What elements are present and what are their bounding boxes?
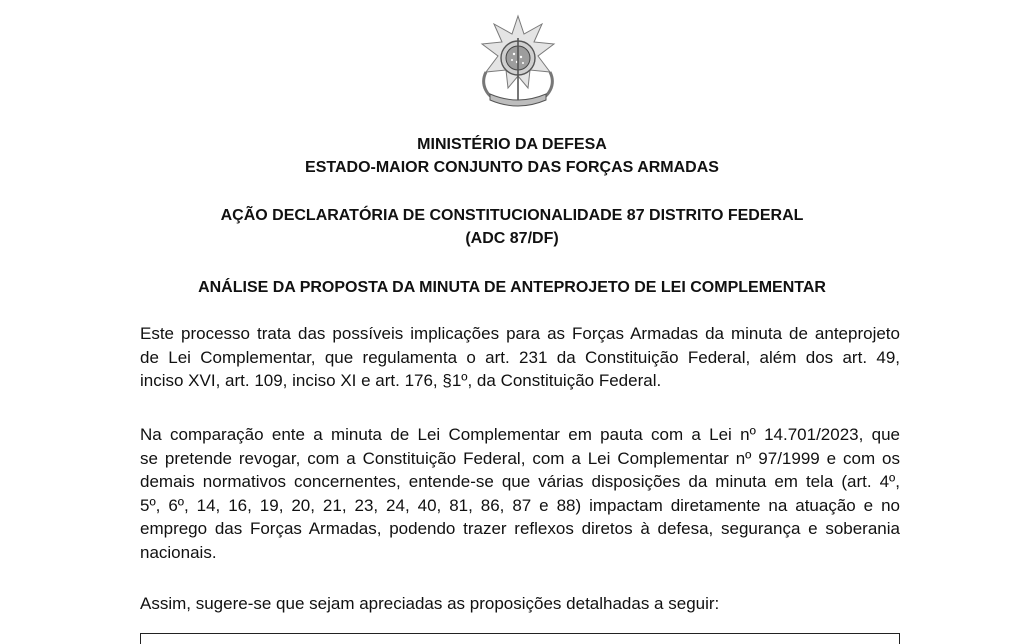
coat-of-arms-icon <box>472 14 564 110</box>
section-title: ANÁLISE DA PROPOSTA DA MINUTA DE ANTEPROJETO DE LEI COMPLEMENTAR <box>198 279 826 296</box>
paragraph-intro <box>140 322 900 393</box>
subject-title: AÇÃO DECLARATÓRIA DE CONSTITUCIONALIDADE 87 DISTRITO FEDERAL <box>220 207 804 224</box>
ministry-name: MINISTÉRIO DA DEFESA <box>417 136 607 153</box>
paragraph-comparison <box>140 423 900 565</box>
paragraph-line: Assim, sugere-se que sejam apreciadas as proposições detalhadas a seguir: <box>140 594 720 613</box>
paragraph-line: se pretende revogar, com a Constituição Federal, com a Lei Complementar nº 97/1999 e com os <box>140 448 900 468</box>
paragraph-line: emprego das Forças Armadas, podendo trazer reflexos diretos à defesa, segurança e soberania <box>140 519 900 539</box>
paragraph-line: 5º, 6º, 14, 16, 19, 20, 21, 23, 24, 40, 81, 86, 87 e 88) impactam diretamente na atuação e no <box>140 495 900 515</box>
paragraph-line: Na comparação ente a minuta de Lei Complementar em pauta com a Lei nº 14.701/2023, que <box>140 425 900 444</box>
paragraph-line: demais normativos concernentes, entende-se que várias disposições da minuta em tela (art. 4º, <box>140 472 900 492</box>
paragraph-line: de Lei Complementar, que regulamenta o art. 231 da Constituição Federal, além dos art. 49, <box>140 347 900 367</box>
paragraph-proposals <box>140 592 900 616</box>
paragraph-line: inciso XVI, art. 109, inciso XI e art. 176, §1º, da Constituição Federal. <box>140 371 662 391</box>
organization-name: ESTADO-MAIOR CONJUNTO DAS FORÇAS ARMADAS <box>305 159 719 176</box>
proposals-table <box>140 633 900 644</box>
paragraph-line: Este processo trata das possíveis implicações para as Forças Armadas da minuta de anteprojeto <box>140 324 900 343</box>
subject-reference: (ADC 87/DF) <box>465 230 559 247</box>
paragraph-line: nacionais. <box>140 542 217 562</box>
